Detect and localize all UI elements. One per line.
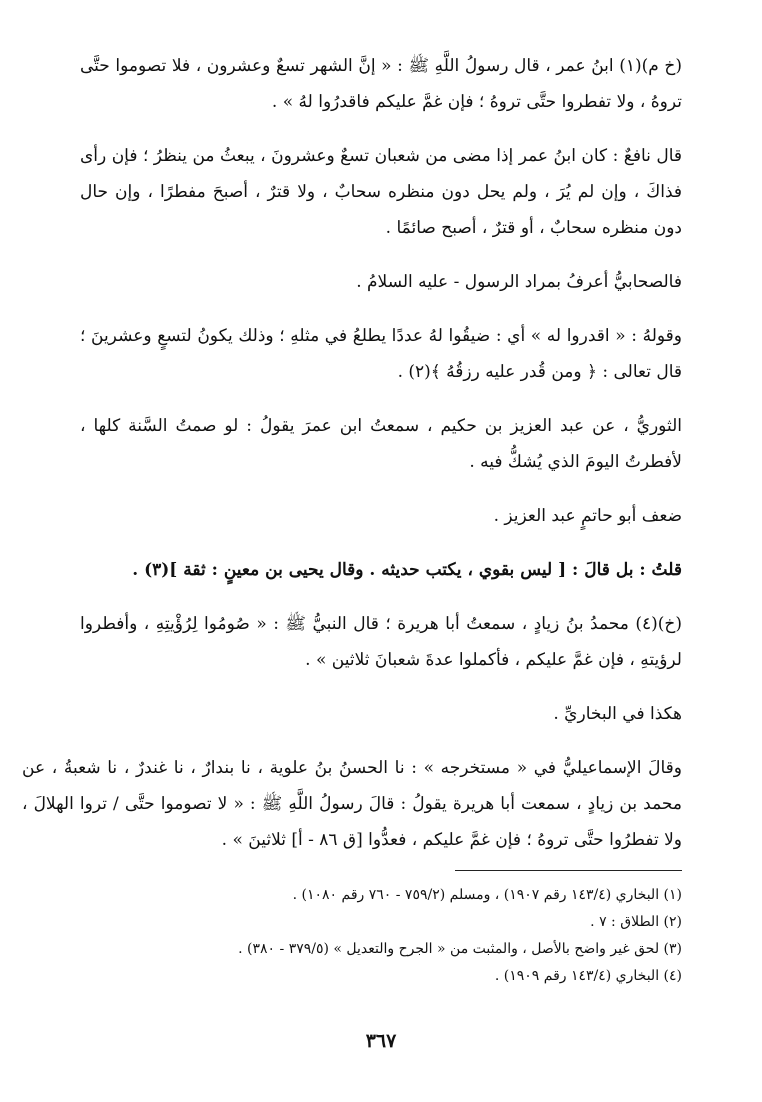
paragraph-muhammad-ibn-ziyad: (خ)(٤) محمدُ بنُ زيادٍ ، سمعتُ أبا هريرة ؛ قال النبيُّ ﷺ : « صُومُوا لِرُؤْيتِهِ ، وأفطروا لرؤيتهِ ، فإن غمَّ عليكم ، فأكملوا عدةَ شعبانَ ثلاثين » . — [80, 614, 682, 670]
footnote-1: (١) البخاري (١٤٣/٤ رقم ١٩٠٧) ، ومسلم (٧٥٩/٢ - ٧٦٠ رقم ١٠٨٠) . — [292, 887, 682, 903]
paragraph-ismaili: وقالَ الإسماعيليُّ في « مستخرجه » : نا الحسنُ بنُ علوية ، نا بندارٌ ، نا غندرٌ ، نا شعبةُ ، عن محمد بن زيادٍ ، سمعت أبا هريرة يقولُ : قالَ رسولُ اللَّهِ ﷺ : « لا تصوموا حتَّى / تروا الهلالَ ، ولا تفطرُوا حتَّى تروهُ ؛ فإن غمَّ عليكم ، فعدُّوا [ق ٨٦ - أ] ثلاثينَ » . — [22, 758, 683, 850]
paragraph-nafi: قال نافعٌ : كان ابنُ عمر إذا مضى من شعبان تسعٌ وعشرونَ ، يبعثُ من ينظرُ ؛ فإن رأى فذاكَ ، وإن لم يُرَ ، ولم يحل دون منظره سحابٌ ، ولا قترٌ ، أصبحَ مفطرًا ، وإن حال دون منظره سحابٌ ، أو قترٌ ، أصبح صائمًا . — [80, 146, 682, 238]
paragraph-iqdiru: وقولهُ : « اقدروا له » أي : ضيقُوا لهُ عددًا يطلعُ في مثلهِ ؛ وذلك يكونُ لتسعٍ وعشرينَ ؛ قال تعالى : ﴿ ومن قُدر عليه رزقُهُ ﴾(٢) . — [80, 326, 682, 382]
footnote-3: (٣) لحق غير واضح بالأصل ، والمثبت من « الجرح والتعديل » (٣٧٩/٥ - ٣٨٠) . — [238, 941, 682, 957]
paragraph-thawri: الثوريُّ ، عن عبد العزيز بن حكيم ، سمعتُ ابن عمرَ يقولُ : لو صمتُ السَّنة كلها ، لأفطرتُ اليومَ الذي يُشكُّ فيه . — [80, 416, 682, 472]
paragraph-abu-hatim: ضعف أبو حاتمٍ عبد العزيز . — [493, 506, 682, 526]
footnote-2: (٢) الطلاق : ٧ . — [590, 914, 682, 930]
paragraph-bukhari-note: هكذا في البخاريِّ . — [553, 704, 682, 724]
main-text — [22, 48, 683, 876]
footnote-separator — [455, 870, 682, 871]
page-number: ٣٦٧ — [365, 1030, 397, 1052]
paragraph-sahabi: فالصحابيُّ أعرفُ بمراد الرسول - عليه السلامُ . — [356, 272, 682, 292]
footnote-4: (٤) البخاري (١٤٣/٤ رقم ١٩٠٩) . — [494, 968, 682, 984]
footnotes — [80, 882, 682, 990]
paragraph-qultu: قلتُ : بل قالَ : [ ليس بقوي ، يكتب حديثه . وقال يحيى بن معينٍ : ثقة ](٣) . — [132, 560, 682, 580]
paragraph-hadith-ibn-umar: (خ م)(١) ابنُ عمر ، قال رسولُ اللَّهِ ﷺ : « إنَّ الشهر تسعٌ وعشرون ، فلا تصوموا حتَّى تروهُ ، ولا تفطروا حتَّى تروهُ ؛ فإن غمَّ عليكم فاقدرُوا لهُ » . — [80, 56, 682, 112]
